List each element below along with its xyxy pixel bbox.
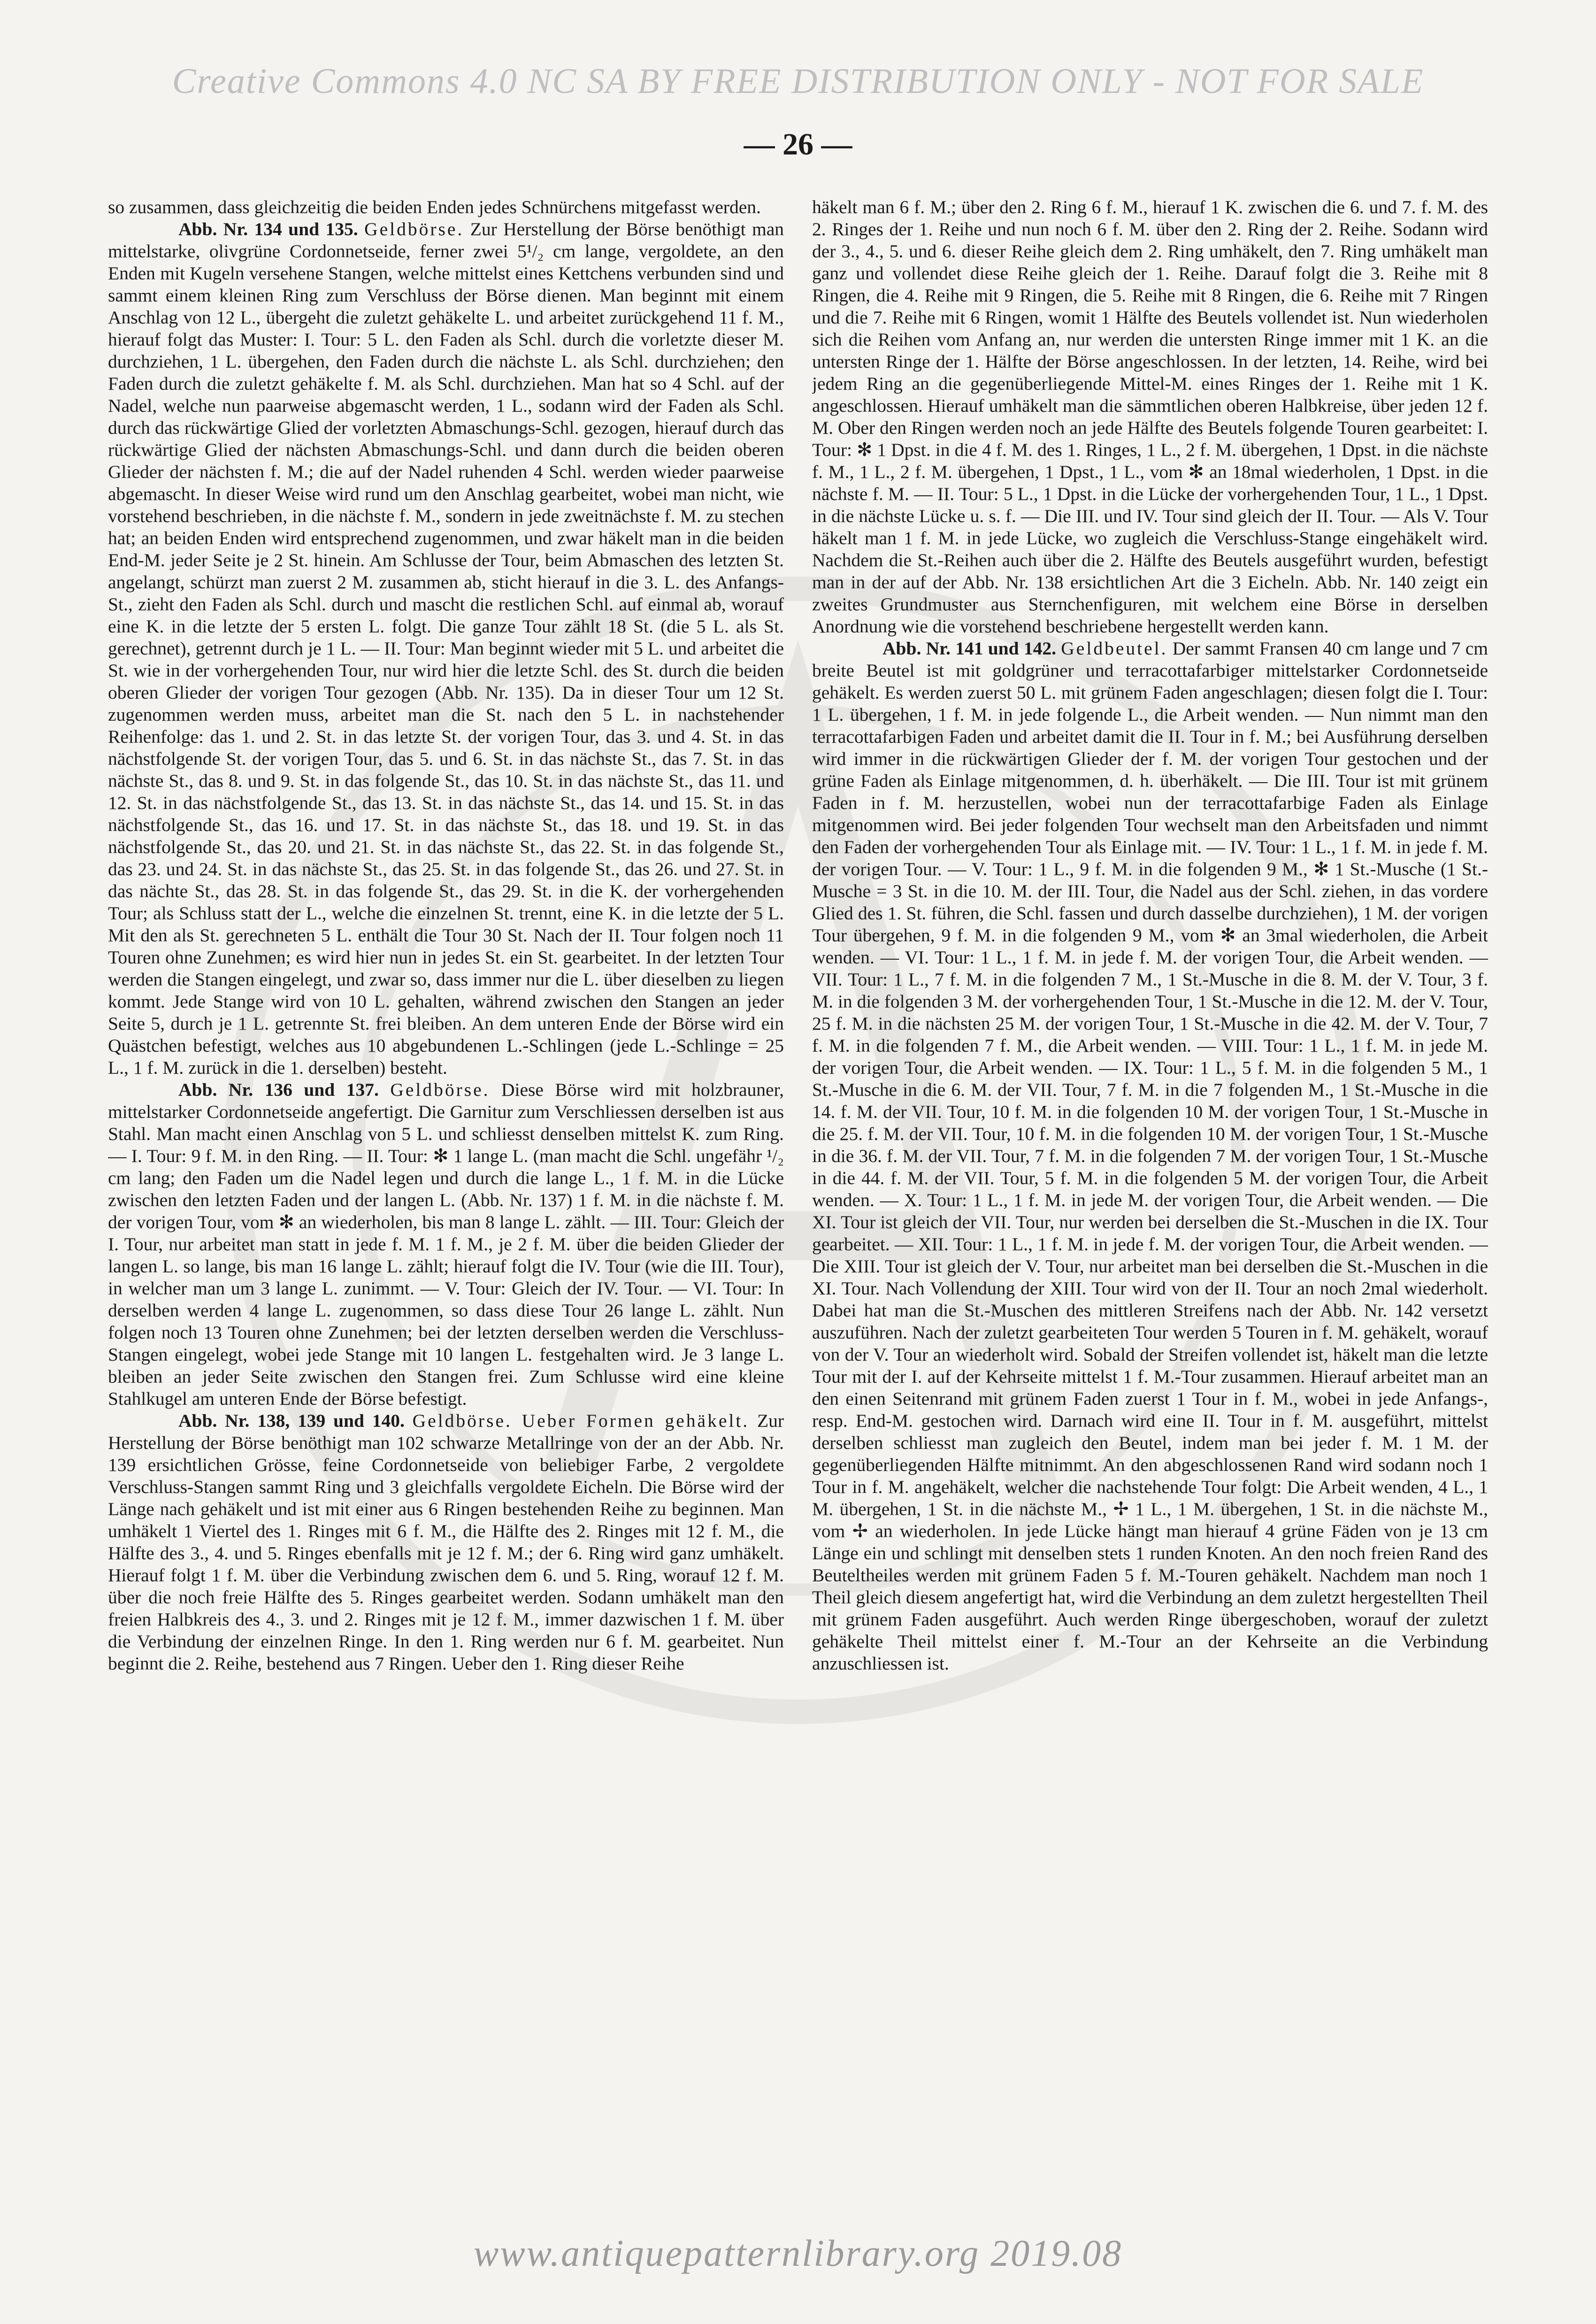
figure-reference: Abb. Nr. 141 und 142. (882, 638, 1056, 659)
section-abb-138-140 (108, 1410, 784, 1675)
paragraph-text: Der sammt Fransen 40 cm lange und 7 cm breite Beutel ist mit goldgrüner und terracottafarbiger mittelstarker Cordonnetseide gehäkelt. Es werden zuerst 50 L. mit grünem Faden angeschlagen; diesen folgt die I. Tour: 1 L. übergehen, 1 f. M. in jede folgende L., die Arbeit wenden. — Nun nimmt man den terracottafarbigen Faden und arbeitet damit die II. Tour in f. M.; bei Ausführung derselben wird immer in die rückwärtigen Glieder der f. M. der vorigen Tour gestochen und der grüne Faden als Einlage mitgenommen, d. h. überhäkelt. — Die III. Tour ist mit grünem Faden in f. M. herzustellen, wobei nun der terracottafarbige Faden als Einlage mitgenommen wird. Bei jeder folgenden Tour wechselt man den Arbeitsfaden und nimmt den Faden der vorhergehenden Tour als Einlage mit. — IV. Tour: 1 L., 1 f. M. in jede f. M. der vorigen Tour. — V. Tour: 1 L., 9 f. M. in die folgenden 9 M., ✻ 1 St.-Musche (1 St.-Musche = 3 St. in die 10. M. der III. Tour, die Nadel aus der Schl. ziehen, in das vordere Glied des 1. St. führen, die Schl. fassen und durch dasselbe durchziehen), 1 M. der vorigen Tour übergehen, 9 f. M. in die folgenden 9 M., vom ✻ an 3mal wiederholen, die Arbeit wenden. — VI. Tour: 1 L., 1 f. M. in jede f. M. der vorigen Tour, die Arbeit wenden. — VII. Tour: 1 L., 7 f. M. in die folgenden 7 M., 1 St.-Musche in die 8. M. der V. Tour, 3 f. M. in die folgenden 3 M. der vorhergehenden Tour, 1 St.-Musche in die 12. M. der V. Tour, 25 f. M. in die nächsten 25 M. der vorigen Tour, 1 St.-Musche in die 42. M. der V. Tour, 7 f. M. in die folgenden 7 f. M., die Arbeit wenden. — VIII. Tour: 1 L., 1 f. M. in jede M. der vorigen Tour, die Arbeit wenden. — IX. Tour: 1 L., 5 f. M. in die folgenden 5 M., 1 St.-Musche in die 6. M. der VII. Tour, 7 f. M. in die 7 folgenden M., 1 St.-Musche in die 14. f. M. der VII. Tour, 10 f. M. in die folgenden 10 M. der vorigen Tour, 1 St.-Musche in die 25. f. M. der VII. Tour, 10 f. M. in die folgenden 10 M. der vorigen Tour, 1 St.-Musche in die 36. f. M. der VII. Tour, 7 f. M. in die folgenden 7 M. der vorigen Tour, 1 St.-Musche in die 44. f. M. der VII. Tour, 5 f. M. in die folgenden 5 M. der vorigen Tour, die Arbeit wenden. — X. Tour: 1 L., 1 f. M. in jede M. der vorigen Tour, die Arbeit wenden. — Die XI. Tour ist gleich der VII. Tour, nur werden bei derselben die St.-Muschen in die IX. Tour gearbeitet. — XII. Tour: 1 L., 1 f. M. in jede f. M. der vorigen Tour, die Arbeit wenden. — Die XIII. Tour ist gleich der V. Tour, nur arbeitet man bei derselben die St.-Muschen in die XI. Tour. Nach Vollendung der XIII. Tour wird von der II. Tour an noch 2mal wiederholt. Dabei hat man die St.-Muschen des mittleren Streifens nach der Abb. Nr. 142 versetzt auszuführen. Nach der zuletzt gearbeiteten Tour werden 5 Touren in f. M. gehäkelt, worauf von der V. Tour an wiederholt wird. Sobald der Streifen vollendet ist, häkelt man die letzte Tour mit der I. auf der Kehrseite mittelst 1 f. M.-Tour zusammen. Hierauf arbeitet man an den einen Seitenrand mit grünem Faden zuerst 1 Tour in f. M., wobei in jede Anfangs-, resp. End-M. gestochen wird. Darnach wird eine II. Tour in f. M. ausgeführt, mittelst derselben schliesst man zugleich den Beutel, indem man bei jeder f. M. 1 M. der gegenüberliegenden Hälfte mitnimmt. An den abgeschlossenen Rand wird sodann noch 1 Tour in f. M. angehäkelt, welcher die nachstehende Tour folgt: Die Arbeit wenden, 4 L., 1 M. übergehen, 1 St. in die nächste M., ✢ 1 L., 1 M. übergehen, 1 St. in die nächste M., vom ✢ an wiederholen. In jede Lücke hängt man hierauf 4 grüne Fäden von je 13 cm Länge ein und schlingt mit denselben stets 1 runden Knoten. An den noch freien Rand des Beuteltheiles werden mit grünem Faden 5 f. M.-Touren gehäkelt. Nachdem man noch 1 Theil gleich diesem angefertigt hat, wird die Verbindung an dem zuletzt hergestellten Theil mit grünem Faden ausgeführt. Auch werden Ringe übergeschoben, worauf der zuletzt gehäkelte Theil mittelst einer f. M.-Tour an der Kehrseite an die Verbindung anzuschliessen ist. (812, 638, 1488, 1674)
footer-site-url: www.antiquepatternlibrary.org 2019.08 (473, 2233, 1123, 2274)
left-column (108, 196, 784, 2187)
section-title: Geldbörse. (364, 219, 464, 239)
right-column (812, 196, 1488, 2187)
figure-reference: Abb. Nr. 136 und 137. (178, 1079, 379, 1100)
paragraph-text: häkelt man 6 f. M.; über den 2. Ring 6 f. M., hierauf 1 K. zwischen die 6. und 7. f. M. des 2. Ringes der 1. Reihe und nun noch 6 f. M. über den 2. Ring der 2. Reihe. Sodann wird der 3., 4., 5. und 6. dieser Reihe gleich dem 2. Ring umhäkelt, den 7. Ring umhäkelt man ganz und vollendet diese Reihe gleich der 1. Reihe. Darauf folgt die 3. Reihe mit 8 Ringen, die 4. Reihe mit 9 Ringen, die 5. Reihe mit 8 Ringen, die 6. Reihe mit 7 Ringen und die 7. Reihe mit 6 Ringen, womit 1 Hälfte des Beutels vollendet ist. Nun wiederholen sich die Reihen vom Anfang an, nur werden die untersten Ringe immer mit 1 K. an die untersten Ringe der 1. Hälfte der Börse angeschlossen. In der letzten, 14. Reihe, wird bei jedem Ring an die gegenüberliegende Mittel-M. eines Ringes der 1. Reihe mit 1 K. angeschlossen. Hierauf umhäkelt man die sämmtlichen oberen Halbkreise, über jeden 12 f. M. Ober den Ringen werden noch an jede Hälfte des Beutels folgende Touren gearbeitet: I. Tour: ✻ 1 Dpst. in die 4 f. M. des 1. Ringes, 1 L., 2 f. M. übergehen, 1 Dpst. in die nächste f. M., 1 L., 2 f. M. übergehen, 1 Dpst., 1 L., vom ✻ an 18mal wiederholen, 1 Dpst. in die nächste f. M. — II. Tour: 5 L., 1 Dpst. in die Lücke der vorhergehenden Tour, 1 L., 1 Dpst. in die nächste Lücke u. s. f. — Die III. und IV. Tour sind gleich der II. Tour. — Als V. Tour häkelt man 1 f. M. in jede Lücke, wo zugleich die Verschluss-Stange eingehäkelt wird. Nachdem die St.-Reihen auch über die 2. Hälfte des Beutels ausgeführt wurden, befestigt man in der auf der Abb. Nr. 138 ersichtlichen Art die 3 Eicheln. Abb. Nr. 140 zeigt ein zweites Grundmuster aus Sternchenfiguren, mit welchem eine Börse in derselben Anordnung wie die vorstehend beschriebene hergestellt werden kann. (812, 197, 1488, 637)
paragraph-text: so zusammen, dass gleichzeitig die beiden Enden jedes Schnürchens mitgefasst werden. (108, 197, 761, 217)
figure-reference: Abb. Nr. 138, 139 und 140. (178, 1410, 405, 1431)
section-title: Geldbeutel. (1061, 638, 1168, 659)
page-number: — 26 — (744, 127, 852, 162)
section-abb-134-135 (108, 218, 784, 1079)
license-banner: Creative Commons 4.0 NC SA BY FREE DISTRIBUTION ONLY - NOT FOR SALE (172, 62, 1424, 101)
paragraph (812, 196, 1488, 638)
section-title: Geldbörse. Ueber Formen gehäkelt. (412, 1410, 750, 1431)
paragraph-text: Diese Börse wird mit holzbrauner, mittelstarker Cordonnetseide angefertigt. Die Garnitur zum Verschliessen derselben ist aus Stahl. Man macht einen Anschlag von 5 L. und schliesst denselben mittelst K. zum Ring. — I. Tour: 9 f. M. in den Ring. — II. Tour: ✻ 1 lange L. (man macht die Schl. ungefähr ¹/₂ cm lang; den Faden um die Nadel legen und durch die lange L., 1 f. M. in die Lücke zwischen den letzten Faden und der langen L. (Abb. Nr. 137) 1 f. M. in die nächste f. M. der vorigen Tour, vom ✻ an wiederholen, bis man 8 lange L. zählt. — III. Tour: Gleich der I. Tour, nur arbeitet man statt in jede f. M. 1 f. M., je 2 f. M. über die beiden Glieder der langen L. so lange, bis man 16 lange L. zählt; hierauf folgt die IV. Tour (wie die III. Tour), in welcher man um 3 lange L. zunimmt. — V. Tour: Gleich der IV. Tour. — VI. Tour: In derselben werden 4 lange L. zugenommen, so dass diese Tour 26 lange L. zählt. Nun folgen noch 13 Touren ohne Zunehmen; bei der letzten derselben werden die Verschluss-Stangen eingelegt, wobei jede Stange mit 10 langen L. festgehalten wird. Je 3 lange L. bleiben an jeder Seite zwischen den Stangen frei. Zum Schlusse wird eine kleine Stahlkugel am unteren Ende der Börse befestigt. (108, 1079, 784, 1409)
section-title: Geldbörse. (390, 1079, 490, 1100)
section-abb-141-142 (812, 638, 1488, 1675)
section-abb-136-137 (108, 1079, 784, 1410)
figure-reference: Abb. Nr. 134 und 135. (178, 219, 358, 239)
paragraph-text: Zur Herstellung der Börse benöthigt man mittelstarke, olivgrüne Cordonnetseide, ferner zwei 5¹/₂ cm lange, vergoldete, an den Enden mit Kugeln versehene Stangen, welche mittelst eines Kettchens verbunden sind und sammt einem kleinen Ring zum Verschluss der Börse dienen. Man beginnt mit einem Anschlag von 12 L., übergeht die zuletzt gehäkelte L. und arbeitet zurückgehend 11 f. M., hierauf folgt das Muster: I. Tour: 5 L. den Faden als Schl. durch die vorletzte dieser M. durchziehen, 1 L. übergehen, den Faden durch die nächste L. als Schl. durchziehen; den Faden durch die zuletzt gehäkelte f. M. als Schl. durchziehen. Man hat so 4 Schl. auf der Nadel, welche nun paarweise abgemascht werden, 1 L., sodann wird der Faden als Schl. durch das rückwärtige Glied der vorletzten Abmaschungs-Schl. gezogen, hierauf durch das rückwärtige Glied der nächsten Abmaschungs-Schl. und dann durch die beiden oberen Glieder der nächsten f. M.; die auf der Nadel ruhenden 4 Schl. werden wieder paarweise abgemascht. In dieser Weise wird rund um den Anschlag gearbeitet, wobei man nicht, wie vorstehend beschrieben, in die nächste f. M., sondern in jede zweitnächste f. M. zu stechen hat; an beiden Enden wird entsprechend zugenommen, und zwar häkelt man in die beiden End-M. jeder Seite je 2 St. hinein. Am Schlusse der Tour, beim Abmaschen des letzten St. angelangt, schürzt man zuerst 2 M. zusammen ab, sticht hierauf in die 3. L. des Anfangs-St., zieht den Faden als Schl. durch und mascht die restlichen Schl. auf einmal ab, worauf eine K. in die letzte der 5 ersten L. folgt. Die ganze Tour zählt 18 St. (die 5 L. als St. gerechnet), getrennt durch je 1 L. — II. Tour: Man beginnt wieder mit 5 L. und arbeitet die St. wie in der vorhergehenden Tour, nur wird hier die letzte Schl. des St. durch die beiden oberen Glieder der vorigen Tour gezogen (Abb. Nr. 135). Da in dieser Tour um 12 St. zugenommen werden muss, arbeitet man die St. nach den 5 L. in nachstehender Reihenfolge: das 1. und 2. St. in das letzte St. der vorigen Tour, das 3. und 4. St. in das nächstfolgende St. der vorigen Tour, das 5. und 6. St. in das nächste St., das 7. St. in das nächste St., das 8. und 9. St. in das folgende St., das 10. St. in das nächste St., das 11. und 12. St. in das nächstfolgende St., das 13. St. in das nächste St., das 14. und 15. St. in das nächstfolgende St., das 16. und 17. St. in das nächste St., das 18. und 19. St. in das nächstfolgende St., das 20. und 21. St. in das nächste St., das 22. St. in das folgende St., das 23. und 24. St. in das nächste St., das 25. St. in das folgende St., das 26. und 27. St. in das nächte St., das 28. St. in das folgende St., das 29. St. in die K. der vorhergehenden Tour; als Schluss statt der L., welche die einzelnen St. trennt, eine K. in die letzte der 5 L. Mit den als St. gerechneten 5 L. enthält die Tour 30 St. Nach der II. Tour folgen noch 11 Touren ohne Zunehmen; es wird hier nun in jedes St. ein St. gearbeitet. In der letzten Tour werden die Stangen eingelegt, und zwar so, dass immer nur die L. über dieselben zu liegen kommt. Jede Stange wird von 10 L. gehalten, während zwischen den Stangen an jeder Seite 5, durch je 1 L. getrennte St. frei bleiben. An dem unteren Ende der Börse wird ein Quästchen befestigt, welches aus 10 abgebundenen L.-Schlingen (jede L.-Schlinge = 25 L., 1 f. M. zurück in die 1. derselben) besteht. (108, 219, 784, 1078)
paragraph-text: Zur Herstellung der Börse benöthigt man 102 schwarze Metallringe von der an der Abb. Nr. 139 ersichtlichen Grösse, feine Cordonnetseide von beliebiger Farbe, 2 vergoldete Verschluss-Stangen sammt Ring und 3 gleichfalls vergoldete Eicheln. Die Börse wird der Länge nach gehäkelt und ist mit einer aus 6 Ringen bestehenden Reihe zu beginnen. Man umhäkelt 1 Viertel des 1. Ringes mit 6 f. M., die Hälfte des 2. Ringes mit 12 f. M., die Hälfte des 3., 4. und 5. Ringes ebenfalls mit je 12 f. M.; der 6. Ring wird ganz umhäkelt. Hierauf folgt 1 f. M. über die Verbindung zwischen dem 6. und 5. Ring, worauf 12 f. M. über die noch freie Hälfte des 5. Ringes gearbeitet werden. Sodann umhäkelt man den freien Halbkreis des 4., 3. und 2. Ringes mit je 12 f. M., immer dazwischen 1 f. M. über die Verbindung der einzelnen Ringe. In den 1. Ring werden nur 6 f. M. gearbeitet. Nun beginnt die 2. Reihe, bestehend aus 7 Ringen. Ueber den 1. Ring dieser Reihe (108, 1410, 784, 1674)
paragraph (108, 196, 784, 218)
